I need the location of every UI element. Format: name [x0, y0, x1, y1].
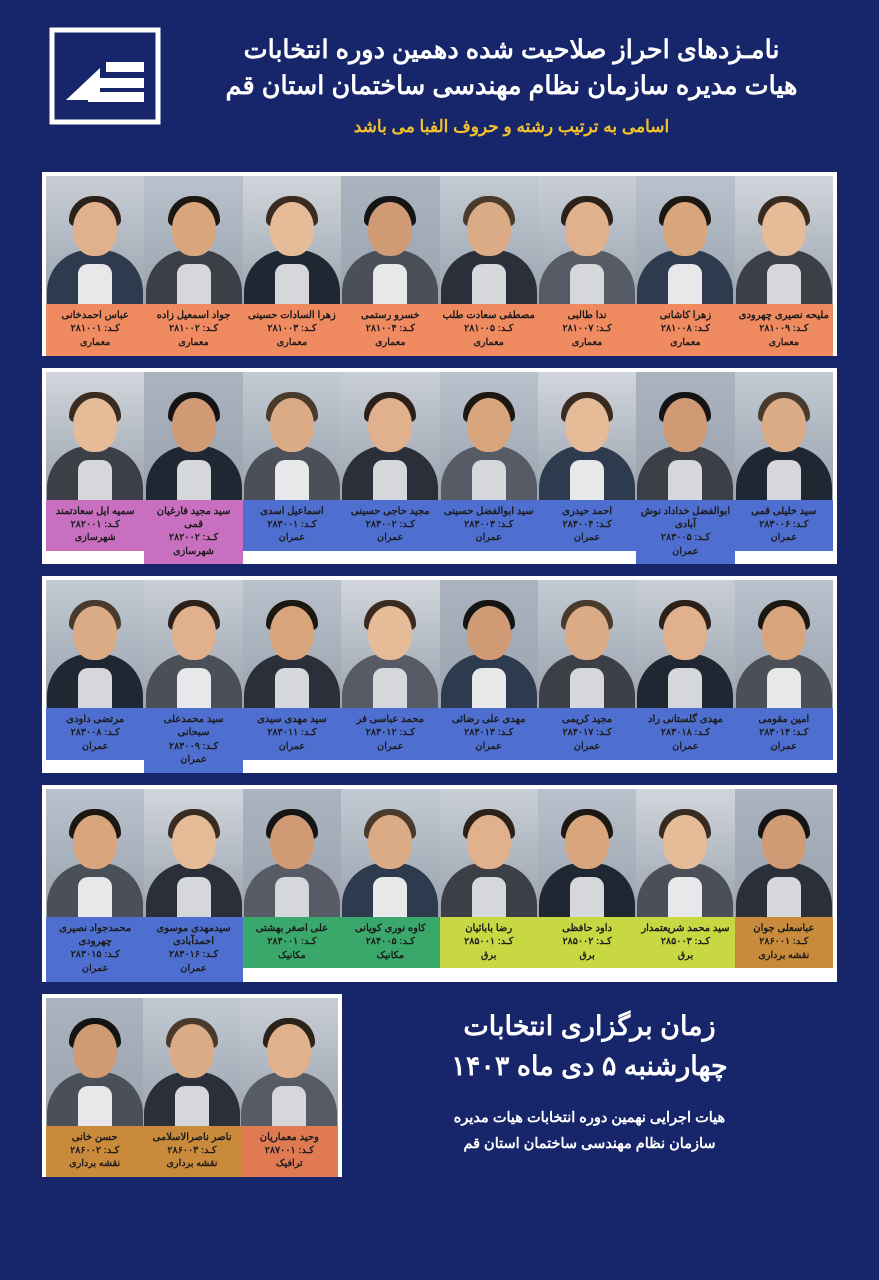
candidate-name: رضا بابائیان — [465, 922, 513, 934]
candidate-name: سمیه ایل سعادتمند — [55, 505, 135, 517]
candidate-photo — [636, 372, 734, 500]
candidate-card — [144, 372, 242, 565]
candidate-photo — [341, 580, 439, 708]
candidate-card — [144, 176, 242, 356]
candidate-photo — [46, 998, 143, 1126]
candidate-row — [46, 789, 833, 982]
candidate-photo — [735, 580, 833, 708]
candidate-card — [538, 176, 636, 356]
candidate-card — [46, 372, 144, 565]
candidate-code: کـد: ۲۸۶۰۰۳ — [167, 1144, 217, 1156]
candidate-card — [538, 580, 636, 773]
candidate-code: کـد: ۲۸۱۰۰۴ — [365, 323, 415, 335]
candidate-name: خسرو رستمی — [361, 310, 420, 321]
candidate-code: کـد: ۲۸۳۰۰۴ — [562, 518, 612, 530]
candidate-card — [735, 789, 833, 982]
candidate-name: مرتضی داودی — [66, 714, 125, 726]
candidate-caption — [538, 500, 636, 552]
candidate-card — [440, 580, 538, 773]
candidate-caption — [144, 917, 242, 982]
candidate-field: نقشه برداری — [166, 1158, 218, 1170]
candidate-code: کـد: ۲۸۳۰۰۸ — [70, 727, 120, 739]
candidate-photo — [341, 176, 439, 304]
candidate-band-1 — [42, 172, 837, 356]
candidate-card — [735, 580, 833, 773]
candidate-code: کـد: ۲۸۳۰۱۲ — [365, 727, 415, 739]
candidate-name: امین مقومی — [758, 714, 810, 726]
candidate-code: کـد: ۲۸۶۰۰۲ — [70, 1144, 120, 1156]
candidate-caption — [735, 500, 833, 552]
candidate-code: کـد: ۲۸۳۰۱۶ — [168, 949, 219, 961]
candidate-card — [636, 580, 734, 773]
candidate-caption — [636, 708, 734, 760]
candidate-photo — [538, 176, 636, 304]
candidate-card — [735, 176, 833, 356]
candidate-code: کـد: ۲۸۳۰۱۴ — [759, 727, 809, 739]
candidate-name: عباسعلی جوان — [753, 922, 815, 934]
candidate-code: کـد: ۲۸۴۰۰۱ — [267, 936, 317, 948]
candidate-name: زهرا السادات حسینی — [248, 310, 336, 321]
candidate-code: کـد: ۲۸۱۰۰۲ — [168, 323, 219, 335]
candidate-caption — [440, 708, 538, 760]
candidate-card — [46, 580, 144, 773]
candidate-caption — [243, 304, 341, 356]
candidate-card — [243, 789, 341, 982]
candidate-caption — [144, 708, 242, 773]
candidate-field: نقشه برداری — [69, 1158, 121, 1170]
candidate-band-3 — [42, 576, 837, 773]
candidate-caption — [440, 917, 538, 969]
candidate-field: معماری — [571, 336, 603, 348]
candidate-code: کـد: ۲۸۲۰۰۱ — [70, 518, 120, 530]
event-authority-line-1: هیات اجرایی نهمین دوره انتخابات هیات مدیره — [453, 1110, 726, 1127]
candidate-field: عمران — [180, 962, 207, 974]
candidate-code: کـد: ۲۸۳۰۱۳ — [464, 727, 514, 739]
candidate-code: کـد: ۲۸۳۰۰۲ — [365, 518, 415, 530]
candidate-caption — [538, 708, 636, 760]
organization-logo — [44, 26, 166, 126]
candidate-caption — [440, 304, 538, 356]
candidate-photo — [440, 176, 538, 304]
candidate-field: ترافیک — [275, 1158, 303, 1170]
candidate-code: کـد: ۲۸۳۰۰۳ — [464, 518, 514, 530]
candidate-card — [341, 176, 439, 356]
candidate-field: عمران — [770, 532, 797, 544]
candidate-code: کـد: ۲۸۱۰۰۹ — [759, 323, 809, 335]
candidate-code: کـد: ۲۸۱۰۰۱ — [70, 323, 120, 335]
candidate-field: عمران — [672, 741, 699, 753]
candidate-field: برق — [579, 949, 595, 961]
candidate-field: عمران — [672, 545, 699, 557]
candidate-bands — [0, 172, 879, 982]
candidate-band-5 — [42, 994, 342, 1178]
candidate-name: سید مهدی سیدی — [257, 714, 327, 726]
candidate-card — [341, 372, 439, 565]
candidate-field: عمران — [278, 741, 306, 753]
bottom-section — [42, 994, 837, 1178]
candidate-photo — [538, 372, 636, 500]
candidate-caption — [241, 1126, 338, 1178]
candidate-field: معماری — [276, 336, 308, 348]
candidate-row — [46, 176, 833, 356]
candidate-caption — [243, 708, 341, 760]
candidate-card — [341, 580, 439, 773]
candidate-field: معماری — [473, 336, 504, 348]
candidate-name: اسماعیل اسدی — [260, 505, 324, 517]
candidate-card — [46, 176, 144, 356]
candidate-field: عمران — [475, 532, 502, 544]
candidate-field: عمران — [770, 741, 797, 753]
candidate-photo — [144, 580, 242, 708]
candidate-code: کـد: ۲۸۳۰۰۶ — [759, 518, 809, 530]
candidate-caption — [341, 500, 439, 552]
candidate-photo — [440, 789, 538, 917]
candidate-field: عمران — [377, 532, 404, 544]
candidate-photo — [735, 789, 833, 917]
candidate-photo — [636, 176, 734, 304]
candidate-photo — [735, 176, 833, 304]
candidate-photo — [46, 176, 144, 304]
candidate-photo — [538, 789, 636, 917]
candidate-name: سید خلیلی قمی — [751, 505, 817, 517]
candidate-code: کـد: ۲۸۲۰۰۲ — [168, 531, 219, 543]
candidate-caption — [143, 1126, 240, 1178]
candidate-caption — [538, 917, 636, 969]
candidate-field: عمران — [82, 741, 109, 753]
candidate-field: عمران — [278, 532, 306, 544]
candidate-name: وحید معماریان — [259, 1131, 319, 1143]
candidate-card — [243, 580, 341, 773]
candidate-code: کـد: ۲۸۳۰۱۱ — [267, 727, 317, 739]
candidate-caption — [735, 304, 833, 356]
candidate-photo — [144, 372, 242, 500]
candidate-card — [636, 372, 734, 565]
candidate-name: سید محمد شریعتمدار — [641, 922, 730, 934]
candidate-code: کـد: ۲۸۷۰۰۱ — [264, 1144, 314, 1156]
candidate-name: حسن خانی — [71, 1131, 118, 1143]
candidate-field: مکانیک — [278, 949, 306, 961]
candidate-caption — [46, 500, 144, 552]
candidate-caption — [735, 917, 833, 969]
candidate-name: کاوه نوری کویانی — [354, 922, 426, 934]
candidate-card — [538, 789, 636, 982]
candidate-name: سید محمدعلی سبحانی — [163, 714, 224, 739]
poster-title-line-1: نامـزدهای احراز صلاحیت شده دهمین دوره انتخابات — [243, 36, 780, 64]
candidate-code: کـد: ۲۸۵۰۰۳ — [660, 936, 711, 948]
candidate-name: مجید حاجی حسینی — [350, 505, 430, 517]
candidate-photo — [144, 176, 242, 304]
candidate-card — [636, 789, 734, 982]
candidate-name: ناصر ناصرالاسلامی — [152, 1131, 232, 1143]
candidate-code: کـد: ۲۸۳۰۰۵ — [660, 531, 711, 543]
candidate-field: معماری — [768, 336, 799, 348]
candidate-caption — [538, 304, 636, 356]
candidate-photo — [538, 580, 636, 708]
candidate-photo — [241, 998, 338, 1126]
candidate-name: ملیحه نصیری چهرودی — [738, 310, 829, 321]
candidate-code: کـد: ۲۸۵۰۰۱ — [464, 936, 514, 948]
candidate-caption — [341, 304, 439, 356]
candidate-field: عمران — [180, 754, 207, 766]
candidate-field: عمران — [82, 962, 109, 974]
candidate-card — [538, 372, 636, 565]
candidate-name: علی اصغر بهشتی — [255, 922, 329, 934]
candidate-card — [241, 998, 338, 1178]
candidate-code: کـد: ۲۸۳۰۰۹ — [168, 740, 219, 752]
candidate-field: عمران — [573, 532, 601, 544]
candidate-caption — [243, 917, 341, 969]
candidate-field: مکانیک — [376, 949, 405, 961]
candidate-caption — [636, 917, 734, 969]
candidate-name: داود حافظی — [562, 922, 612, 934]
candidate-photo — [243, 789, 341, 917]
candidate-field: معماری — [79, 336, 111, 348]
candidate-card — [243, 176, 341, 356]
candidate-caption — [46, 917, 144, 982]
candidate-row — [46, 372, 833, 565]
candidate-name: مصطفی سعادت طلب — [442, 310, 535, 321]
candidate-code: کـد: ۲۸۱۰۰۷ — [562, 323, 612, 335]
candidate-field: معماری — [670, 336, 701, 348]
candidate-field: شهرسازی — [173, 545, 214, 557]
event-title: زمان برگزاری انتخابات — [463, 1010, 716, 1041]
candidate-photo — [341, 789, 439, 917]
candidate-photo — [46, 789, 144, 917]
candidate-caption — [46, 304, 144, 356]
candidate-photo — [735, 372, 833, 500]
candidate-caption — [341, 708, 439, 760]
candidate-name: احمد حیدری — [562, 505, 612, 517]
event-panel — [342, 994, 837, 1178]
candidate-caption — [46, 708, 144, 760]
header-text-block — [174, 26, 849, 137]
candidate-name: محمد عباسی فر — [356, 714, 425, 726]
candidate-card — [735, 372, 833, 565]
candidate-photo — [46, 372, 144, 500]
candidate-name: سید ابوالفضل حسینی — [443, 505, 534, 517]
candidate-code: کـد: ۲۸۶۰۰۱ — [759, 936, 809, 948]
candidate-name: زهرا کاشانی — [659, 310, 712, 321]
poster-subtitle: اسامی به ترتیب رشته و حروف الفبا می باشد — [353, 117, 670, 137]
candidate-caption — [636, 304, 734, 356]
poster-title-line-2: هیات مدیره سازمان نظام مهندسی ساختمان استان قم — [225, 72, 798, 101]
candidate-code: کـد: ۲۸۳۰۰۱ — [267, 518, 317, 530]
candidate-photo — [46, 580, 144, 708]
candidate-photo — [636, 580, 734, 708]
candidate-code: کـد: ۲۸۵۰۰۲ — [562, 936, 612, 948]
candidate-photo — [144, 789, 242, 917]
candidate-field: نقشه برداری — [758, 949, 810, 961]
candidate-photo — [143, 998, 240, 1126]
candidate-band-4 — [42, 785, 837, 982]
candidate-field: عمران — [475, 741, 502, 753]
candidate-code: کـد: ۲۸۳۰۱۸ — [660, 727, 711, 739]
candidate-card — [440, 176, 538, 356]
candidate-name: مهدی گلستانی راد — [648, 714, 723, 726]
candidate-photo — [440, 372, 538, 500]
candidate-field: عمران — [377, 741, 404, 753]
candidate-card — [144, 580, 242, 773]
candidate-card — [341, 789, 439, 982]
candidate-name: محمدجواد نصیری چهرودی — [59, 922, 132, 948]
candidate-caption — [735, 708, 833, 760]
candidate-card — [143, 998, 240, 1178]
candidate-caption — [440, 500, 538, 552]
candidate-name: عباس احمدخانی — [61, 310, 129, 321]
candidate-field: معماری — [178, 336, 209, 348]
candidate-band-2 — [42, 368, 837, 565]
candidate-field: برق — [480, 949, 497, 961]
candidate-name: مهدی علی رضائی — [451, 714, 526, 726]
candidate-card — [144, 789, 242, 982]
candidate-photo — [243, 580, 341, 708]
candidate-field: شهرسازی — [74, 532, 116, 544]
candidate-caption — [144, 500, 242, 565]
candidate-caption — [144, 304, 242, 356]
candidate-name: سیدمهدی موسوی احمدآبادی — [156, 922, 231, 948]
candidate-card — [636, 176, 734, 356]
candidate-caption — [243, 500, 341, 552]
event-date: چهارشنبه ۵ دی ماه ۱۴۰۳ — [451, 1051, 728, 1081]
candidate-photo — [243, 176, 341, 304]
candidate-photo — [341, 372, 439, 500]
candidate-row — [46, 580, 833, 773]
candidate-code: کـد: ۲۸۱۰۰۸ — [660, 323, 711, 335]
candidate-card — [440, 789, 538, 982]
candidate-field: معماری — [375, 336, 406, 348]
candidate-card — [46, 789, 144, 982]
event-authority-line-2: سازمان نظام مهندسی ساختمان استان قم — [463, 1135, 716, 1152]
candidate-photo — [440, 580, 538, 708]
candidate-field: عمران — [573, 741, 601, 753]
candidate-row — [46, 998, 338, 1178]
candidate-field: برق — [677, 949, 694, 961]
candidate-name: ندا طالبی — [567, 310, 607, 321]
candidate-photo — [636, 789, 734, 917]
candidate-name: سید مجید فارغیان قمی — [156, 505, 231, 530]
candidate-caption — [46, 1126, 143, 1178]
candidate-photo — [243, 372, 341, 500]
candidate-card — [243, 372, 341, 565]
candidate-name: ابوالفضل خداداد نوش آبادی — [640, 505, 731, 530]
candidate-card — [46, 998, 143, 1178]
candidate-code: کـد: ۲۸۱۰۰۳ — [267, 323, 317, 335]
candidate-code: کـد: ۲۸۴۰۰۵ — [365, 936, 415, 948]
candidate-name: جواد اسمعیل زاده — [156, 310, 231, 321]
candidate-name: مجید کریمی — [562, 714, 613, 726]
candidate-caption — [341, 917, 439, 969]
candidate-code: کـد: ۲۸۳۰۱۵ — [70, 949, 120, 961]
candidate-caption — [636, 500, 734, 565]
candidate-card — [440, 372, 538, 565]
candidate-code: کـد: ۲۸۱۰۰۵ — [464, 323, 514, 335]
candidate-code: کـد: ۲۸۳۰۱۷ — [562, 727, 612, 739]
poster-header — [0, 0, 879, 172]
